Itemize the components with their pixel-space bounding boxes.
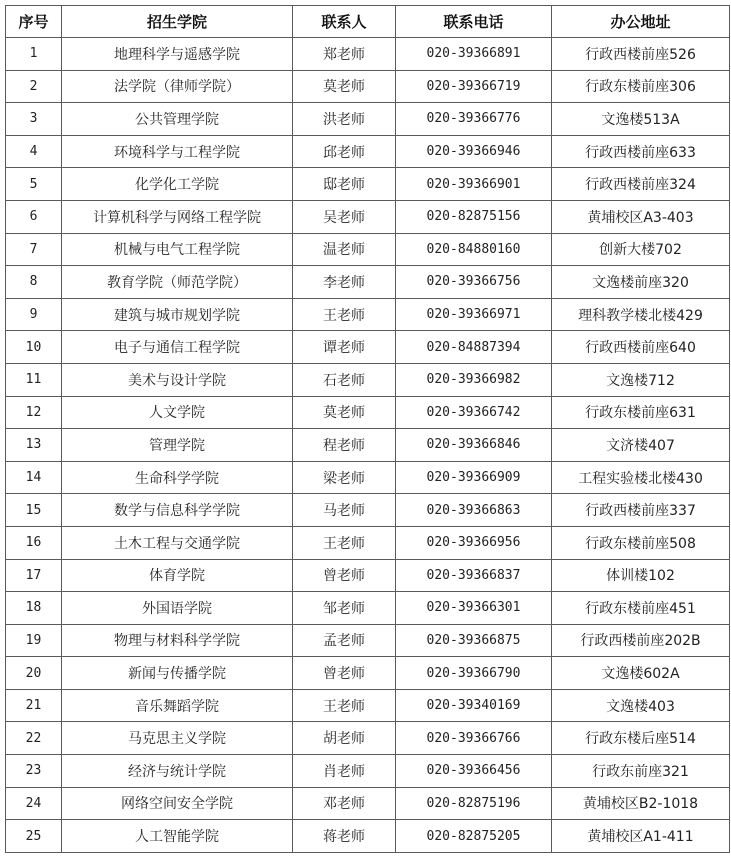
cell-phone: 020-39366971 [396, 298, 552, 331]
cell-index: 23 [6, 755, 62, 788]
cell-college: 计算机科学与网络工程学院 [62, 200, 293, 233]
cell-contact-person: 莫老师 [293, 70, 396, 103]
cell-index: 25 [6, 820, 62, 853]
cell-office-address: 体训楼102 [552, 559, 730, 592]
cell-contact-person: 蒋老师 [293, 820, 396, 853]
table-row [6, 461, 730, 494]
cell-college: 地理科学与遥感学院 [62, 38, 293, 71]
cell-college: 公共管理学院 [62, 103, 293, 136]
cell-phone: 020-39366766 [396, 722, 552, 755]
cell-phone: 020-39340169 [396, 689, 552, 722]
table-row [6, 526, 730, 559]
cell-phone: 020-39366837 [396, 559, 552, 592]
table-row [6, 233, 730, 266]
cell-phone: 020-39366946 [396, 135, 552, 168]
cell-contact-person: 李老师 [293, 266, 396, 299]
table-row [6, 820, 730, 853]
cell-contact-person: 邱老师 [293, 135, 396, 168]
cell-phone: 020-39366790 [396, 657, 552, 690]
cell-index: 15 [6, 494, 62, 527]
cell-index: 6 [6, 200, 62, 233]
cell-college: 土木工程与交通学院 [62, 526, 293, 559]
cell-contact-person: 王老师 [293, 689, 396, 722]
cell-office-address: 工程实验楼北楼430 [552, 461, 730, 494]
cell-college: 体育学院 [62, 559, 293, 592]
cell-phone: 020-39366456 [396, 755, 552, 788]
cell-college: 物理与材料科学学院 [62, 624, 293, 657]
cell-index: 22 [6, 722, 62, 755]
table-row [6, 657, 730, 690]
cell-index: 12 [6, 396, 62, 429]
cell-contact-person: 胡老师 [293, 722, 396, 755]
cell-index: 10 [6, 331, 62, 364]
cell-office-address: 行政东楼前座508 [552, 526, 730, 559]
contact-table-container [5, 5, 730, 853]
table-row [6, 559, 730, 592]
contact-table [5, 5, 730, 853]
cell-contact-person: 梁老师 [293, 461, 396, 494]
cell-index: 17 [6, 559, 62, 592]
cell-office-address: 黄埔校区A1-411 [552, 820, 730, 853]
cell-college: 新闻与传播学院 [62, 657, 293, 690]
table-row [6, 331, 730, 364]
table-row [6, 298, 730, 331]
cell-contact-person: 洪老师 [293, 103, 396, 136]
table-row [6, 722, 730, 755]
cell-index: 3 [6, 103, 62, 136]
cell-index: 19 [6, 624, 62, 657]
cell-college: 外国语学院 [62, 592, 293, 625]
cell-phone: 020-39366956 [396, 526, 552, 559]
cell-contact-person: 程老师 [293, 429, 396, 462]
header-college: 招生学院 [62, 6, 293, 38]
cell-college: 人工智能学院 [62, 820, 293, 853]
cell-college: 环境科学与工程学院 [62, 135, 293, 168]
cell-college: 经济与统计学院 [62, 755, 293, 788]
cell-phone: 020-39366875 [396, 624, 552, 657]
cell-phone: 020-84880160 [396, 233, 552, 266]
header-index: 序号 [6, 6, 62, 38]
cell-office-address: 行政西楼前座640 [552, 331, 730, 364]
cell-contact-person: 马老师 [293, 494, 396, 527]
cell-contact-person: 郑老师 [293, 38, 396, 71]
cell-phone: 020-39366846 [396, 429, 552, 462]
cell-office-address: 行政西楼前座633 [552, 135, 730, 168]
cell-index: 20 [6, 657, 62, 690]
cell-phone: 020-39366776 [396, 103, 552, 136]
cell-contact-person: 王老师 [293, 526, 396, 559]
table-row [6, 168, 730, 201]
cell-phone: 020-82875205 [396, 820, 552, 853]
table-row [6, 363, 730, 396]
cell-phone: 020-39366891 [396, 38, 552, 71]
cell-office-address: 文逸楼712 [552, 363, 730, 396]
table-row [6, 755, 730, 788]
cell-phone: 020-39366909 [396, 461, 552, 494]
cell-college: 教育学院（师范学院） [62, 266, 293, 299]
table-row [6, 787, 730, 820]
cell-college: 音乐舞蹈学院 [62, 689, 293, 722]
cell-phone: 020-84887394 [396, 331, 552, 364]
cell-phone: 020-39366901 [396, 168, 552, 201]
cell-contact-person: 邸老师 [293, 168, 396, 201]
table-row [6, 38, 730, 71]
cell-college: 管理学院 [62, 429, 293, 462]
cell-phone: 020-82875196 [396, 787, 552, 820]
cell-contact-person: 吴老师 [293, 200, 396, 233]
cell-phone: 020-39366863 [396, 494, 552, 527]
cell-phone: 020-39366742 [396, 396, 552, 429]
cell-contact-person: 莫老师 [293, 396, 396, 429]
cell-index: 2 [6, 70, 62, 103]
cell-office-address: 文济楼407 [552, 429, 730, 462]
table-row [6, 429, 730, 462]
cell-office-address: 行政西楼前座526 [552, 38, 730, 71]
cell-index: 7 [6, 233, 62, 266]
header-contact-person: 联系人 [293, 6, 396, 38]
cell-index: 4 [6, 135, 62, 168]
cell-contact-person: 邓老师 [293, 787, 396, 820]
table-body [6, 38, 730, 853]
cell-college: 机械与电气工程学院 [62, 233, 293, 266]
cell-office-address: 文逸楼513A [552, 103, 730, 136]
cell-college: 化学化工学院 [62, 168, 293, 201]
cell-office-address: 文逸楼前座320 [552, 266, 730, 299]
cell-contact-person: 孟老师 [293, 624, 396, 657]
cell-office-address: 行政东楼前座631 [552, 396, 730, 429]
cell-phone: 020-82875156 [396, 200, 552, 233]
cell-office-address: 行政西楼前座202B [552, 624, 730, 657]
cell-contact-person: 邹老师 [293, 592, 396, 625]
cell-contact-person: 石老师 [293, 363, 396, 396]
cell-college: 人文学院 [62, 396, 293, 429]
cell-index: 1 [6, 38, 62, 71]
cell-index: 9 [6, 298, 62, 331]
header-office-address: 办公地址 [552, 6, 730, 38]
cell-contact-person: 肖老师 [293, 755, 396, 788]
table-row [6, 396, 730, 429]
cell-office-address: 行政东楼后座514 [552, 722, 730, 755]
cell-office-address: 创新大楼702 [552, 233, 730, 266]
cell-office-address: 文逸楼403 [552, 689, 730, 722]
cell-index: 8 [6, 266, 62, 299]
cell-index: 14 [6, 461, 62, 494]
cell-index: 21 [6, 689, 62, 722]
table-row [6, 135, 730, 168]
cell-index: 16 [6, 526, 62, 559]
cell-college: 美术与设计学院 [62, 363, 293, 396]
table-row [6, 266, 730, 299]
table-row [6, 494, 730, 527]
table-row [6, 70, 730, 103]
cell-college: 生命科学学院 [62, 461, 293, 494]
cell-phone: 020-39366719 [396, 70, 552, 103]
cell-office-address: 理科教学楼北楼429 [552, 298, 730, 331]
table-row [6, 624, 730, 657]
cell-phone: 020-39366756 [396, 266, 552, 299]
cell-college: 网络空间安全学院 [62, 787, 293, 820]
cell-office-address: 行政西楼前座337 [552, 494, 730, 527]
header-phone: 联系电话 [396, 6, 552, 38]
cell-contact-person: 曾老师 [293, 657, 396, 690]
cell-college: 马克思主义学院 [62, 722, 293, 755]
cell-index: 13 [6, 429, 62, 462]
cell-contact-person: 温老师 [293, 233, 396, 266]
table-row [6, 200, 730, 233]
cell-index: 5 [6, 168, 62, 201]
cell-office-address: 文逸楼602A [552, 657, 730, 690]
cell-office-address: 行政东前座321 [552, 755, 730, 788]
table-header-row [6, 6, 730, 38]
cell-phone: 020-39366982 [396, 363, 552, 396]
cell-college: 法学院（律师学院） [62, 70, 293, 103]
cell-college: 数学与信息科学学院 [62, 494, 293, 527]
cell-office-address: 行政西楼前座324 [552, 168, 730, 201]
cell-college: 建筑与城市规划学院 [62, 298, 293, 331]
cell-index: 11 [6, 363, 62, 396]
cell-index: 18 [6, 592, 62, 625]
cell-phone: 020-39366301 [396, 592, 552, 625]
cell-office-address: 行政东楼前座306 [552, 70, 730, 103]
table-row [6, 689, 730, 722]
cell-contact-person: 谭老师 [293, 331, 396, 364]
cell-college: 电子与通信工程学院 [62, 331, 293, 364]
table-row [6, 103, 730, 136]
cell-index: 24 [6, 787, 62, 820]
cell-office-address: 行政东楼前座451 [552, 592, 730, 625]
table-row [6, 592, 730, 625]
cell-office-address: 黄埔校区B2-1018 [552, 787, 730, 820]
cell-contact-person: 曾老师 [293, 559, 396, 592]
cell-office-address: 黄埔校区A3-403 [552, 200, 730, 233]
cell-contact-person: 王老师 [293, 298, 396, 331]
